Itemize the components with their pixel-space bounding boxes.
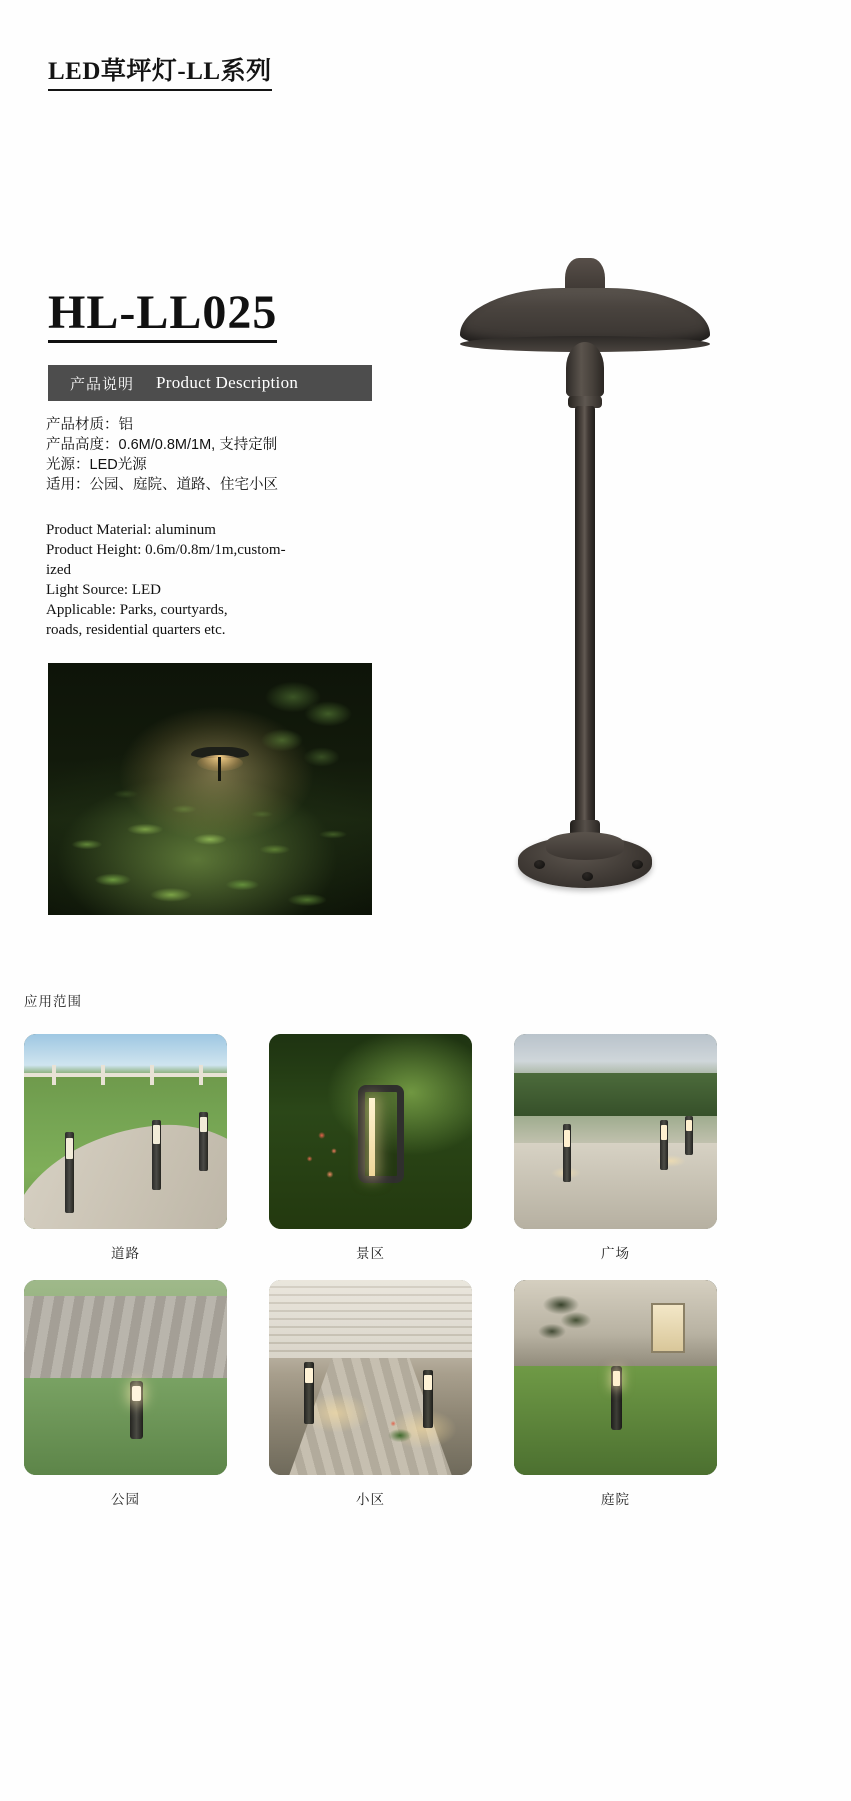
scene-walkway — [514, 1143, 717, 1229]
scene-fence-post — [150, 1065, 154, 1085]
application-caption: 小区 — [356, 1492, 385, 1507]
application-item-park — [24, 1280, 227, 1508]
application-item-courtyard — [514, 1280, 717, 1508]
lamp-pole — [218, 757, 221, 781]
scene-bollard-lamp — [199, 1112, 208, 1171]
scene-fence-post — [52, 1065, 56, 1085]
product-spec-english: Product Material: aluminum Product Height: 0.6m/0.8m/1m,custom- ized Light Source: LED Applicable: Parks, courtyards, roads, residential quarters etc. — [46, 522, 286, 638]
hero-photo-lawn-lamp — [191, 739, 249, 779]
hero-photo-night-garden — [48, 663, 372, 915]
page-title: LED草坪灯-LL系列 — [48, 58, 272, 91]
render-base-bolt — [582, 872, 593, 881]
application-caption: 景区 — [356, 1246, 385, 1261]
scene-bollard-lamp — [65, 1132, 74, 1214]
scene-planting — [383, 1410, 417, 1444]
application-thumb-plaza — [514, 1034, 717, 1229]
scene-bollard-lamp — [660, 1120, 668, 1171]
scene-bollard-lamp — [685, 1116, 693, 1155]
scene-plaza — [514, 1034, 717, 1229]
product-description-bar — [48, 365, 372, 401]
scene-doorway — [651, 1303, 685, 1353]
scene-frame-lamp — [358, 1085, 404, 1183]
scene-bollard-lamp — [563, 1124, 571, 1183]
application-thumb-park — [24, 1280, 227, 1475]
application-thumb-residential — [269, 1280, 472, 1475]
scene-fence-post — [101, 1065, 105, 1085]
scene-bollard-lamp — [304, 1362, 314, 1424]
application-thumb-road — [24, 1034, 227, 1229]
application-item-plaza — [514, 1034, 717, 1262]
scene-bollard-lamp — [130, 1381, 143, 1439]
scene-brick-wall — [269, 1280, 472, 1358]
render-base-bolt — [534, 860, 545, 869]
product-spec-chinese: 产品材质：铝 产品高度：0.6M/0.8M/1M, 支持定制 光源：LED光源 适用：公园、庭院、道路、住宅小区 — [46, 417, 278, 493]
render-base-dome — [546, 832, 624, 860]
product-render-image — [440, 230, 780, 910]
scene-bollard-lamp — [152, 1120, 161, 1190]
render-base-bolt — [632, 860, 643, 869]
scene-tree — [534, 1288, 594, 1358]
scene-bollard-lamp — [423, 1370, 433, 1429]
application-caption: 公园 — [111, 1492, 140, 1507]
application-item-residential — [269, 1280, 472, 1508]
render-lamp-neck — [566, 342, 604, 400]
hero-photo-shrub — [249, 673, 359, 793]
application-thumb-scenic — [269, 1034, 472, 1229]
application-caption: 庭院 — [601, 1492, 630, 1507]
applications-grid — [24, 1034, 827, 1508]
application-item-road — [24, 1034, 227, 1262]
scene-scenic — [269, 1034, 472, 1229]
render-pole — [575, 406, 595, 826]
description-bar-label-en: Product Description — [156, 373, 299, 392]
product-model-code: HL-LL025 — [48, 288, 277, 343]
scene-paving — [24, 1296, 227, 1386]
application-caption: 道路 — [111, 1246, 140, 1261]
scene-courtyard — [514, 1280, 717, 1475]
scene-park — [24, 1280, 227, 1475]
scene-residential — [269, 1280, 472, 1475]
description-bar-label-cn: 产品说明 — [70, 375, 135, 393]
application-item-scenic — [269, 1034, 472, 1262]
applications-label: 应用范围 — [24, 994, 82, 1009]
scene-hedge — [514, 1073, 717, 1116]
scene-fence-post — [199, 1065, 203, 1085]
scene-road — [24, 1034, 227, 1229]
scene-walkway — [24, 1114, 227, 1229]
scene-bollard-lamp — [611, 1366, 622, 1430]
scene-lawn — [24, 1378, 227, 1476]
application-caption: 广场 — [601, 1246, 630, 1261]
application-thumb-courtyard — [514, 1280, 717, 1475]
